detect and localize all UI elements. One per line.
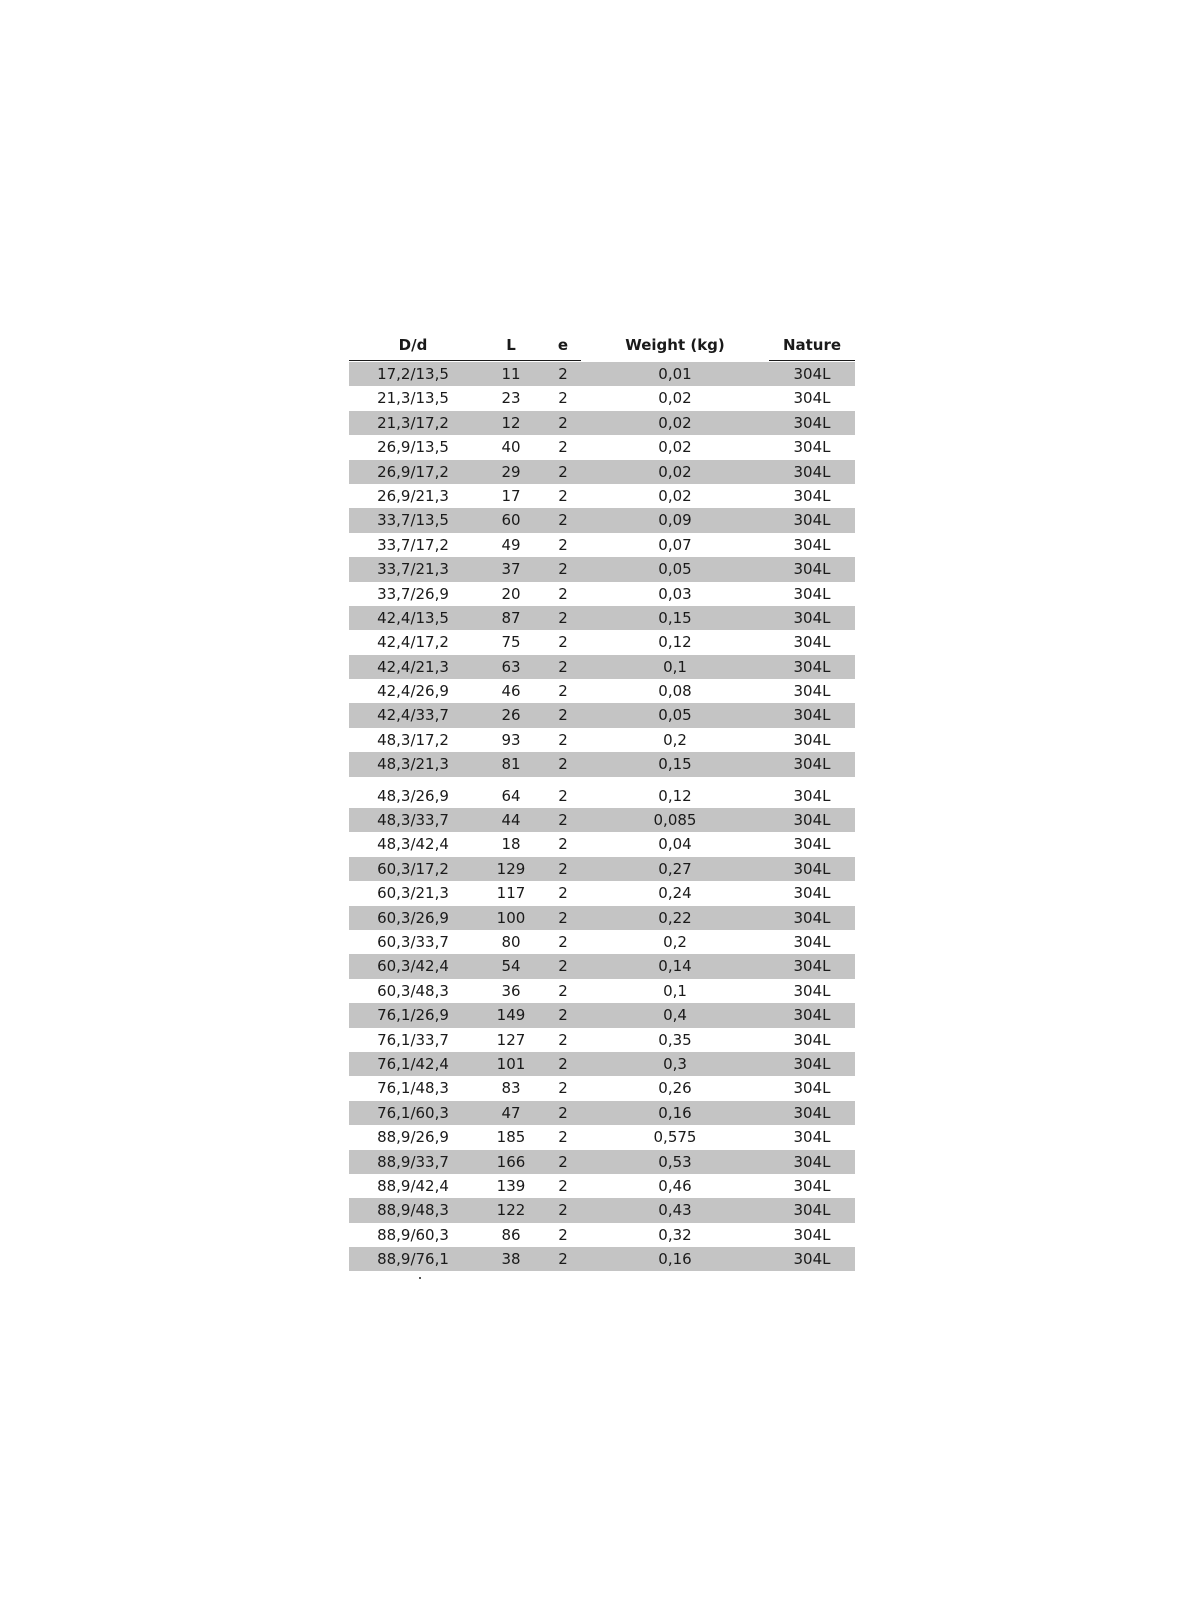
cell-weight: 0,01 — [658, 365, 692, 383]
table-row — [349, 857, 855, 881]
cell-dd: 88,9/60,3 — [377, 1225, 449, 1244]
cell-dd: 60,3/21,3 — [377, 884, 449, 903]
cell-e: 2 — [558, 560, 568, 579]
cell-dd: 60,3/42,4 — [377, 957, 449, 976]
cell-nature: 304L — [793, 786, 831, 805]
cell-l: 63 — [501, 657, 521, 676]
cell-dd: 76,1/26,9 — [377, 1006, 449, 1025]
cell-dd: 60,3/17,2 — [377, 859, 449, 878]
table-row — [349, 832, 855, 856]
cell-e: 2 — [558, 1079, 568, 1098]
cell-l: 64 — [501, 786, 521, 805]
cell-dd: 42,4/13,5 — [377, 608, 449, 627]
cell-l: 139 — [496, 1176, 526, 1195]
table-row — [349, 906, 855, 930]
cell-dd: 33,7/26,9 — [377, 584, 449, 603]
cell-nature: 304L — [793, 486, 831, 505]
cell-dd: 21,3/13,5 — [377, 389, 449, 408]
table-row — [349, 484, 855, 508]
cell-dd: 48,3/26,9 — [377, 786, 449, 805]
cell-nature: 304L — [793, 884, 831, 903]
cell-nature: 304L — [793, 835, 831, 854]
cell-dd: 76,1/60,3 — [377, 1103, 449, 1122]
cell-dd: 60,3/26,9 — [377, 908, 449, 927]
cell-nature: 304L — [793, 932, 831, 951]
table-row — [349, 435, 855, 459]
cell-l: 129 — [496, 859, 526, 878]
cell-l: 83 — [501, 1079, 521, 1098]
cell-e: 2 — [558, 1006, 568, 1025]
cell-weight: 0,46 — [658, 1176, 692, 1195]
cell-l: 101 — [496, 1054, 526, 1073]
cell-weight: 0,03 — [658, 584, 692, 603]
cell-weight: 0,22 — [658, 908, 692, 927]
cell-dd: 42,4/17,2 — [377, 633, 449, 652]
cell-nature: 304L — [793, 908, 831, 927]
cell-dd: 33,7/13,5 — [377, 511, 449, 530]
cell-l: 80 — [501, 932, 521, 951]
cell-l: 166 — [496, 1152, 526, 1171]
dimensions-table — [349, 326, 855, 1271]
cell-weight: 0,53 — [658, 1152, 692, 1171]
cell-dd: 76,1/42,4 — [377, 1054, 449, 1073]
header-weight: Weight (kg) — [625, 336, 725, 354]
cell-e: 2 — [558, 657, 568, 676]
cell-e: 2 — [558, 1128, 568, 1147]
table-row — [349, 808, 855, 832]
cell-nature: 304L — [793, 1250, 831, 1269]
cell-nature: 304L — [793, 811, 831, 830]
cell-e: 2 — [558, 438, 568, 457]
cell-dd: 33,7/17,2 — [377, 535, 449, 554]
cell-nature: 304L — [793, 389, 831, 408]
cell-nature: 304L — [793, 1152, 831, 1171]
header-dd: D/d — [398, 336, 428, 354]
cell-weight: 0,575 — [653, 1128, 697, 1147]
cell-weight: 0,35 — [658, 1030, 692, 1049]
table-row — [349, 606, 855, 630]
cell-l: 122 — [496, 1201, 526, 1220]
cell-nature: 304L — [793, 413, 831, 432]
table-row — [349, 1247, 855, 1271]
cell-nature: 304L — [793, 560, 831, 579]
cell-nature: 304L — [793, 584, 831, 603]
cell-weight: 0,1 — [663, 981, 687, 1000]
cell-nature: 304L — [793, 365, 831, 383]
cell-weight: 0,085 — [653, 811, 697, 830]
table-row — [349, 930, 855, 954]
table-row — [349, 679, 855, 703]
cell-l: 37 — [501, 560, 521, 579]
cell-l: 87 — [501, 608, 521, 627]
header-underline-l — [477, 360, 545, 361]
cell-e: 2 — [558, 957, 568, 976]
cell-e: 2 — [558, 682, 568, 701]
cell-weight: 0,24 — [658, 884, 692, 903]
cell-dd: 60,3/48,3 — [377, 981, 449, 1000]
cell-l: 49 — [501, 535, 521, 554]
cell-weight: 0,2 — [663, 730, 687, 749]
cell-l: 100 — [496, 908, 526, 927]
cell-dd: 48,3/33,7 — [377, 811, 449, 830]
table-row — [349, 557, 855, 581]
cell-nature: 304L — [793, 657, 831, 676]
cell-e: 2 — [558, 1201, 568, 1220]
cell-dd: 60,3/33,7 — [377, 932, 449, 951]
cell-weight: 0,16 — [658, 1103, 692, 1122]
cell-l: 149 — [496, 1006, 526, 1025]
cell-weight: 0,02 — [658, 462, 692, 481]
cell-weight: 0,3 — [663, 1054, 687, 1073]
cell-e: 2 — [558, 706, 568, 725]
cell-dd: 88,9/76,1 — [377, 1250, 449, 1269]
table-row — [349, 979, 855, 1003]
cell-nature: 304L — [793, 1030, 831, 1049]
table-row — [349, 752, 855, 776]
cell-weight: 0,08 — [658, 682, 692, 701]
table-row — [349, 1223, 855, 1247]
table-row — [349, 1052, 855, 1076]
table-row — [349, 784, 855, 808]
table-row — [349, 1150, 855, 1174]
cell-nature: 304L — [793, 633, 831, 652]
cell-dd: 21,3/17,2 — [377, 413, 449, 432]
cell-e: 2 — [558, 389, 568, 408]
cell-weight: 0,15 — [658, 755, 692, 774]
cell-weight: 0,4 — [663, 1006, 687, 1025]
cell-e: 2 — [558, 462, 568, 481]
cell-l: 44 — [501, 811, 521, 830]
cell-nature: 304L — [793, 462, 831, 481]
cell-e: 2 — [558, 884, 568, 903]
stray-dot — [419, 1277, 421, 1279]
table-row — [349, 1101, 855, 1125]
cell-nature: 304L — [793, 682, 831, 701]
cell-e: 2 — [558, 1176, 568, 1195]
cell-e: 2 — [558, 1250, 568, 1269]
cell-nature: 304L — [793, 1054, 831, 1073]
table-row — [349, 508, 855, 532]
cell-dd: 17,2/13,5 — [377, 365, 449, 383]
cell-e: 2 — [558, 1152, 568, 1171]
cell-nature: 304L — [793, 1006, 831, 1025]
cell-l: 26 — [501, 706, 521, 725]
cell-weight: 0,02 — [658, 389, 692, 408]
header-underline-nature — [769, 360, 855, 361]
header-nature: Nature — [782, 336, 842, 354]
cell-dd: 48,3/42,4 — [377, 835, 449, 854]
cell-weight: 0,05 — [658, 560, 692, 579]
cell-weight: 0,09 — [658, 511, 692, 530]
table-body — [349, 362, 855, 1271]
table-row — [349, 655, 855, 679]
cell-nature: 304L — [793, 1079, 831, 1098]
table-row — [349, 460, 855, 484]
cell-e: 2 — [558, 932, 568, 951]
cell-l: 40 — [501, 438, 521, 457]
cell-l: 54 — [501, 957, 521, 976]
cell-l: 11 — [501, 365, 521, 383]
table-row — [349, 881, 855, 905]
cell-dd: 88,9/33,7 — [377, 1152, 449, 1171]
cell-l: 17 — [501, 486, 521, 505]
cell-nature: 304L — [793, 755, 831, 774]
cell-e: 2 — [558, 413, 568, 432]
cell-weight: 0,16 — [658, 1250, 692, 1269]
cell-weight: 0,12 — [658, 633, 692, 652]
cell-dd: 48,3/17,2 — [377, 730, 449, 749]
cell-nature: 304L — [793, 1103, 831, 1122]
cell-dd: 42,4/21,3 — [377, 657, 449, 676]
cell-l: 36 — [501, 981, 521, 1000]
header-underline-dd — [349, 360, 477, 361]
cell-nature: 304L — [793, 608, 831, 627]
cell-nature: 304L — [793, 1201, 831, 1220]
cell-nature: 304L — [793, 981, 831, 1000]
cell-dd: 26,9/21,3 — [377, 486, 449, 505]
table-row — [349, 533, 855, 557]
table-row — [349, 728, 855, 752]
table-row — [349, 1028, 855, 1052]
cell-weight: 0,02 — [658, 438, 692, 457]
table-row — [349, 630, 855, 654]
table-row — [349, 1125, 855, 1149]
cell-weight: 0,04 — [658, 835, 692, 854]
cell-dd: 88,9/48,3 — [377, 1201, 449, 1220]
cell-nature: 304L — [793, 1176, 831, 1195]
cell-dd: 33,7/21,3 — [377, 560, 449, 579]
cell-e: 2 — [558, 981, 568, 1000]
table-row — [349, 411, 855, 435]
cell-e: 2 — [558, 908, 568, 927]
table-row — [349, 1198, 855, 1222]
cell-nature: 304L — [793, 438, 831, 457]
cell-weight: 0,2 — [663, 932, 687, 951]
cell-l: 20 — [501, 584, 521, 603]
cell-dd: 42,4/33,7 — [377, 706, 449, 725]
table-row — [349, 1174, 855, 1198]
table-row — [349, 362, 855, 386]
cell-l: 38 — [501, 1250, 521, 1269]
cell-nature: 304L — [793, 1225, 831, 1244]
cell-l: 12 — [501, 413, 521, 432]
table-row — [349, 703, 855, 727]
cell-e: 2 — [558, 1225, 568, 1244]
cell-nature: 304L — [793, 730, 831, 749]
cell-dd: 88,9/42,4 — [377, 1176, 449, 1195]
cell-weight: 0,05 — [658, 706, 692, 725]
cell-l: 29 — [501, 462, 521, 481]
table-row — [349, 1076, 855, 1100]
header-e: e — [557, 336, 569, 354]
cell-weight: 0,27 — [658, 859, 692, 878]
cell-weight: 0,07 — [658, 535, 692, 554]
cell-e: 2 — [558, 535, 568, 554]
cell-nature: 304L — [793, 859, 831, 878]
cell-l: 81 — [501, 755, 521, 774]
cell-e: 2 — [558, 1103, 568, 1122]
table-row — [349, 1003, 855, 1027]
cell-dd: 48,3/21,3 — [377, 755, 449, 774]
cell-l: 23 — [501, 389, 521, 408]
cell-nature: 304L — [793, 535, 831, 554]
cell-e: 2 — [558, 835, 568, 854]
cell-e: 2 — [558, 730, 568, 749]
cell-nature: 304L — [793, 957, 831, 976]
cell-dd: 42,4/26,9 — [377, 682, 449, 701]
cell-e: 2 — [558, 584, 568, 603]
cell-e: 2 — [558, 486, 568, 505]
cell-l: 46 — [501, 682, 521, 701]
cell-dd: 76,1/48,3 — [377, 1079, 449, 1098]
cell-e: 2 — [558, 786, 568, 805]
cell-weight: 0,12 — [658, 786, 692, 805]
cell-weight: 0,02 — [658, 413, 692, 432]
cell-nature: 304L — [793, 1128, 831, 1147]
cell-e: 2 — [558, 755, 568, 774]
cell-weight: 0,14 — [658, 957, 692, 976]
cell-weight: 0,32 — [658, 1225, 692, 1244]
cell-weight: 0,43 — [658, 1201, 692, 1220]
cell-l: 47 — [501, 1103, 521, 1122]
table-row — [349, 954, 855, 978]
cell-e: 2 — [558, 365, 568, 383]
cell-nature: 304L — [793, 511, 831, 530]
cell-e: 2 — [558, 1030, 568, 1049]
cell-l: 86 — [501, 1225, 521, 1244]
header-l: L — [506, 336, 516, 354]
cell-l: 75 — [501, 633, 521, 652]
cell-dd: 26,9/17,2 — [377, 462, 449, 481]
cell-l: 127 — [496, 1030, 526, 1049]
cell-dd: 26,9/13,5 — [377, 438, 449, 457]
cell-e: 2 — [558, 608, 568, 627]
table-header — [349, 326, 855, 362]
cell-l: 93 — [501, 730, 521, 749]
cell-e: 2 — [558, 859, 568, 878]
cell-weight: 0,1 — [663, 657, 687, 676]
cell-weight: 0,15 — [658, 608, 692, 627]
cell-e: 2 — [558, 1054, 568, 1073]
cell-weight: 0,26 — [658, 1079, 692, 1098]
cell-l: 185 — [496, 1128, 526, 1147]
cell-e: 2 — [558, 811, 568, 830]
cell-l: 18 — [501, 835, 521, 854]
table-row — [349, 386, 855, 410]
cell-dd: 76,1/33,7 — [377, 1030, 449, 1049]
cell-nature: 304L — [793, 706, 831, 725]
header-underline-e — [545, 360, 581, 361]
cell-l: 60 — [501, 511, 521, 530]
cell-e: 2 — [558, 511, 568, 530]
cell-e: 2 — [558, 633, 568, 652]
cell-weight: 0,02 — [658, 486, 692, 505]
table-row — [349, 582, 855, 606]
cell-dd: 88,9/26,9 — [377, 1128, 449, 1147]
cell-l: 117 — [496, 884, 526, 903]
